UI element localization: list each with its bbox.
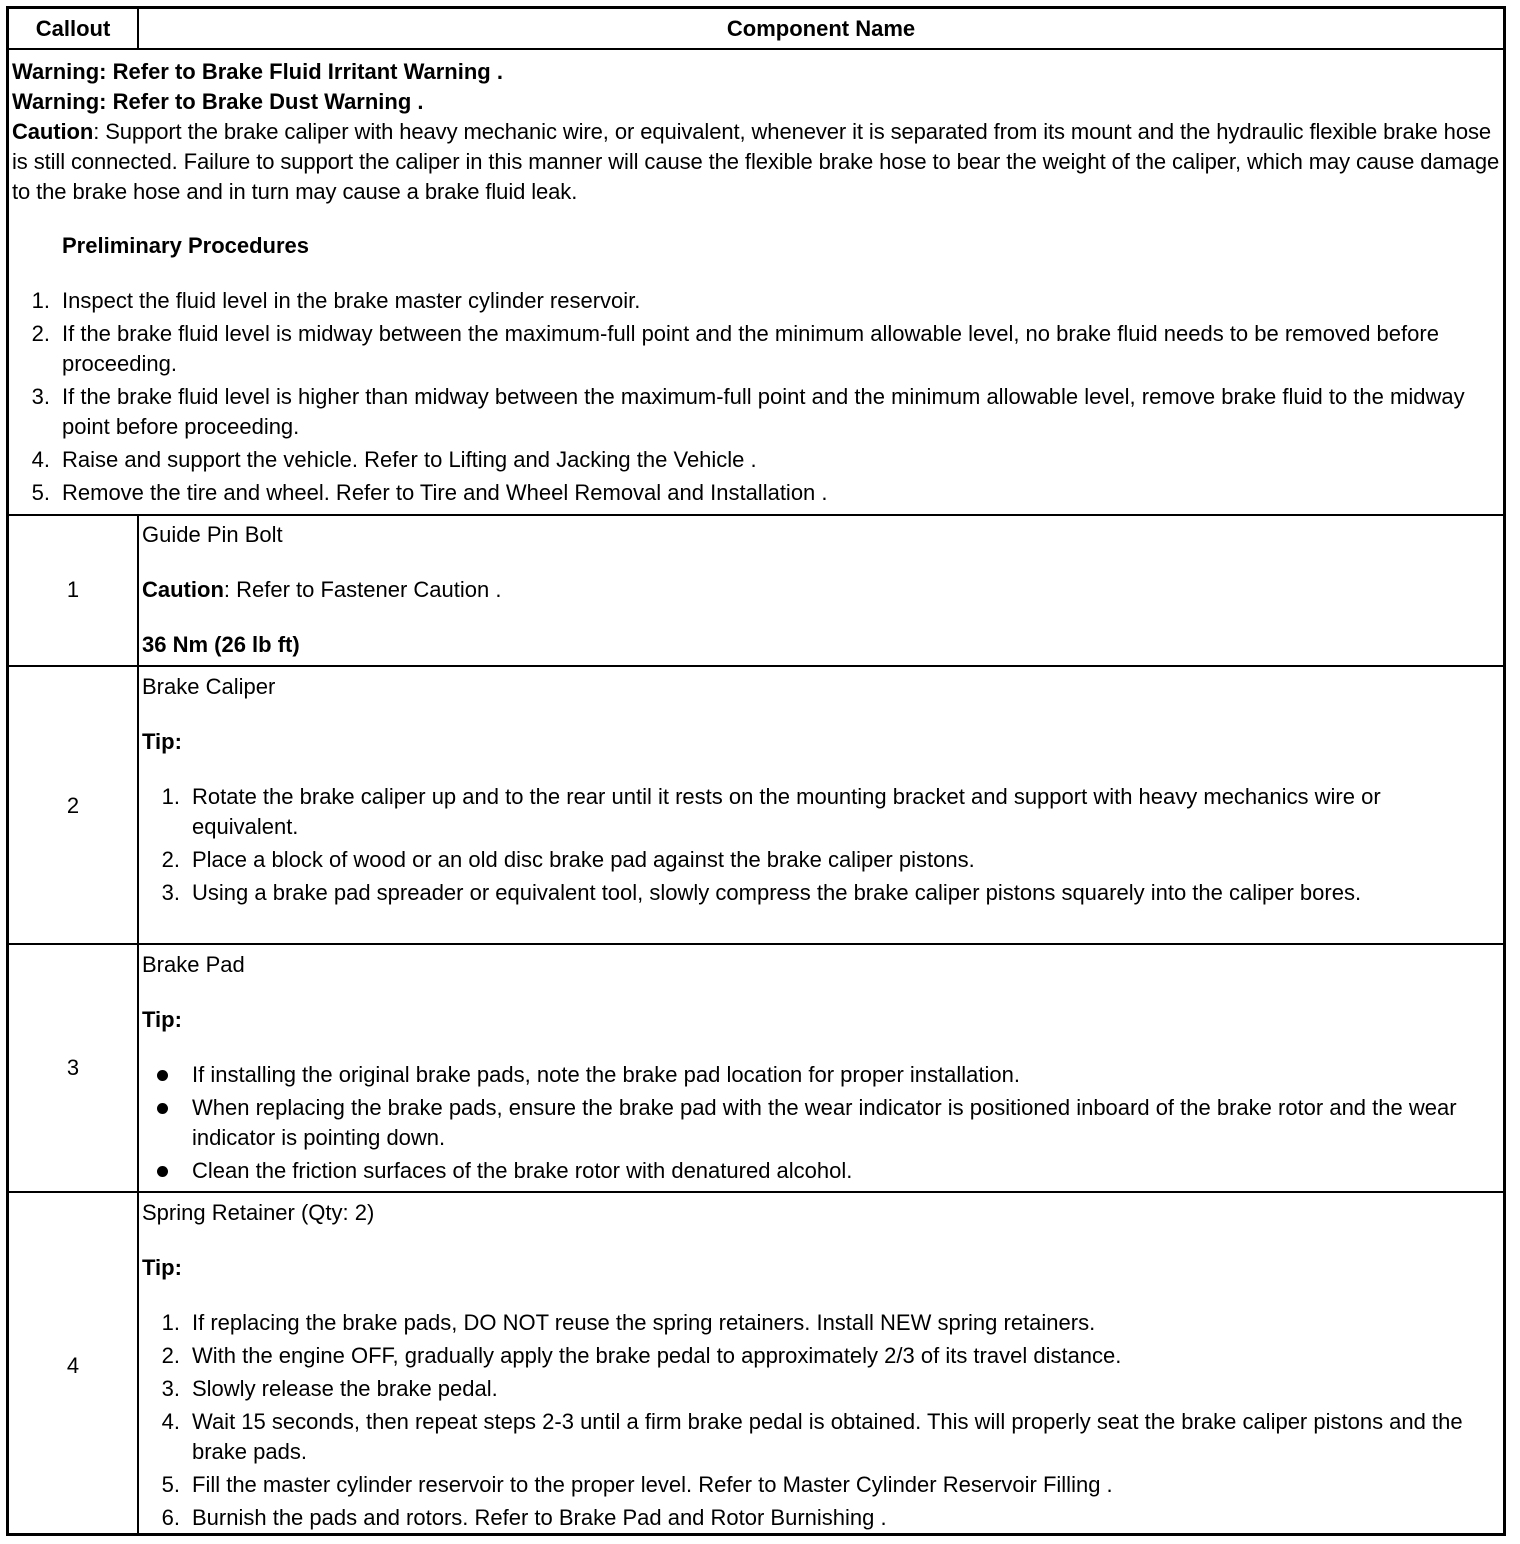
list-item: 2. Place a block of wood or an old disc brake pad against the brake caliper pistons. (161, 847, 975, 872)
list-item: If installing the original brake pads, note the brake pad location for proper installation. (140, 1060, 1490, 1090)
component-name: Brake Caliper (142, 674, 276, 699)
warning-text: Refer to Brake Dust Warning . (112, 89, 424, 114)
list-item: 6. Burnish the pads and rotors. Refer to Brake Pad and Rotor Burnishing . (161, 1505, 887, 1530)
list-item: 5. Remove the tire and wheel. Refer to Tire and Wheel Removal and Installation . (31, 480, 828, 505)
callout-number: 3 (66, 1055, 80, 1080)
bullet-icon (157, 1103, 168, 1114)
warning-label: Warning: (12, 89, 107, 114)
torque-spec: 36 Nm (26 lb ft) (142, 632, 300, 657)
divider (9, 1191, 1503, 1193)
bullet-icon (157, 1166, 168, 1177)
component-name: Brake Pad (142, 952, 245, 977)
callout-number: 1 (66, 577, 80, 602)
list-item: 1. Inspect the fluid level in the brake master cylinder reservoir. (31, 288, 641, 313)
caution-paragraph (12, 117, 1500, 207)
warning-text: Refer to Brake Fluid Irritant Warning . (112, 59, 503, 84)
tip-label: Tip: (142, 1007, 182, 1032)
list-item: 2. With the engine OFF, gradually apply the brake pedal to approximately 2/3 of its travel distance. (161, 1343, 1122, 1368)
tip-label: Tip: (142, 729, 182, 754)
divider (9, 665, 1503, 667)
intro-section (12, 57, 1500, 207)
warning-line (12, 87, 1500, 117)
list-item: 4. Wait 15 seconds, then repeat steps 2-3 until a firm brake pedal is obtained. This will properly seat the brake caliper pistons and the brake pads. (161, 1409, 1463, 1464)
list-item: 3. Using a brake pad spreader or equivalent tool, slowly compress the brake caliper pistons squarely into the caliper bores. (161, 880, 1362, 905)
list-item: 3. Slowly release the brake pedal. (161, 1376, 498, 1401)
tip-steps (140, 782, 1480, 911)
callout-number: 2 (66, 793, 80, 818)
caution-label: Caution (12, 119, 94, 144)
list-item: 4. Raise and support the vehicle. Refer to Lifting and Jacking the Vehicle . (31, 447, 757, 472)
list-item: When replacing the brake pads, ensure the brake pad with the wear indicator is positioned inboard of the brake rotor and the wear indicator is pointing down. (140, 1093, 1490, 1153)
divider (9, 943, 1503, 945)
tip-steps (140, 1308, 1480, 1536)
divider (9, 514, 1503, 516)
preliminary-steps (10, 286, 1500, 511)
procedure-table (6, 6, 1506, 1536)
list-item: 5. Fill the master cylinder reservoir to the proper level. Refer to Master Cylinder Reservoir Filling . (161, 1472, 1113, 1497)
column-divider (137, 514, 139, 1536)
list-item: Clean the friction surfaces of the brake rotor with denatured alcohol. (140, 1156, 1490, 1186)
list-item: 1. If replacing the brake pads, DO NOT reuse the spring retainers. Install NEW spring retainers. (161, 1310, 1096, 1335)
caution-text: : Refer to Fastener Caution . (223, 577, 502, 602)
list-item: 2. If the brake fluid level is midway between the maximum-full point and the minimum allowable level, no brake fluid needs to be removed before proceeding. (31, 321, 1439, 376)
list-item: 1. Rotate the brake caliper up and to the rear until it rests on the mounting bracket and support with heavy mechanics wire or equivalent. (161, 784, 1381, 839)
caution-label: Caution (142, 577, 224, 602)
divider (9, 48, 1503, 50)
bullet-icon (157, 1070, 168, 1081)
tip-bullets (140, 1060, 1490, 1189)
component-name: Spring Retainer (Qty: 2) (142, 1200, 375, 1225)
warning-label: Warning: (12, 59, 107, 84)
component-name: Guide Pin Bolt (142, 522, 283, 547)
caution-line (142, 575, 501, 605)
tip-label: Tip: (142, 1255, 182, 1280)
header-component-name: Component Name (726, 16, 916, 41)
preliminary-procedures-title: Preliminary Procedures (62, 233, 310, 258)
header-callout: Callout (35, 16, 111, 41)
callout-number: 4 (66, 1353, 80, 1378)
warning-line (12, 57, 1500, 87)
caution-text: : Support the brake caliper with heavy mechanic wire, or equivalent, whenever it is separated from its mount and the hydraulic flexible brake hose is still connected. Failure to support the caliper in this manner will cause the flexible brake hose to bear the weight of the caliper, which may cause damage to the brake hose and in turn may cause a brake fluid leak. (12, 119, 1500, 204)
list-item: 3. If the brake fluid level is higher than midway between the maximum-full point and the minimum allowable level, remove brake fluid to the midway point before proceeding. (31, 384, 1465, 439)
